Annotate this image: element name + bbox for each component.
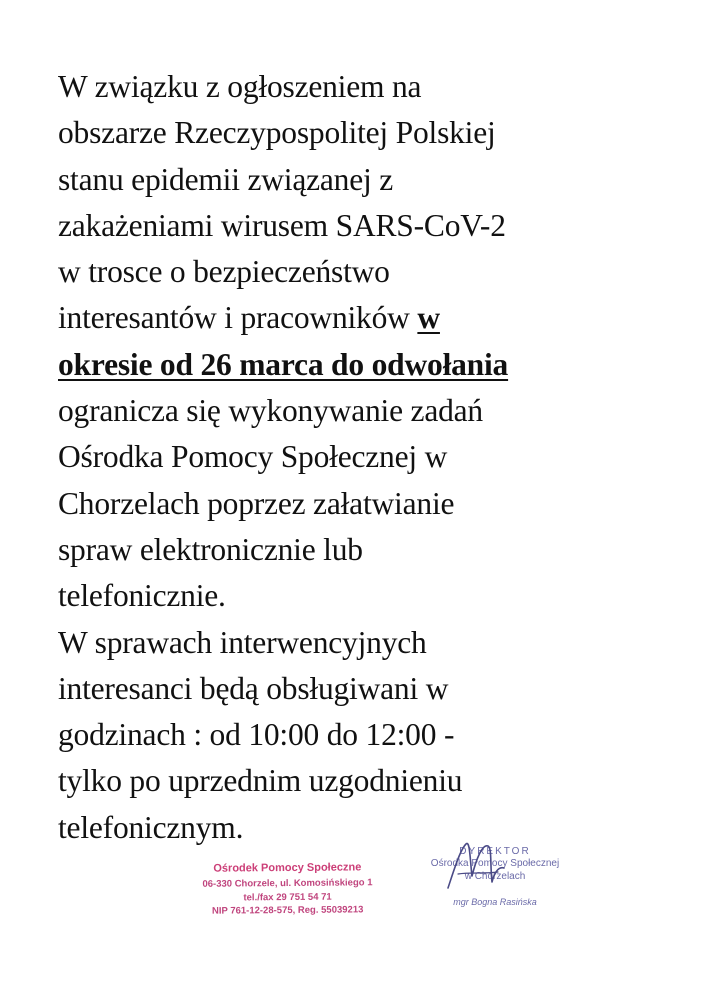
notice-line: Ośrodka Pomocy Społecznej w <box>58 439 448 475</box>
notice-text <box>58 64 678 851</box>
notice-line <box>58 295 678 341</box>
notice-line: zakażeniami wirusem SARS-CoV-2 <box>58 207 506 243</box>
director-stamp-line: w Chorzelach <box>464 870 526 882</box>
notice-line: W sprawach interwencyjnych <box>58 624 427 660</box>
office-stamp <box>200 859 375 918</box>
notice-line-plain: interesantów i pracowników <box>58 300 418 336</box>
notice-period-emphasis: okresie od 26 marca do odwołania <box>58 346 509 382</box>
director-stamp-title: DYREKTOR <box>459 846 531 857</box>
notice-line: tylko po uprzednim uzgodnieniu <box>58 763 463 799</box>
notice-line: interesanci będą obsługiwani w <box>58 670 449 706</box>
notice-line: Chorzelach poprzez załatwianie <box>58 485 455 521</box>
director-stamp-line: Ośrodka Pomocy Społecznej <box>430 858 560 869</box>
director-stamp-name: mgr Bogna Rasińska <box>453 897 537 907</box>
notice-line <box>58 342 678 388</box>
office-stamp-phone: tel./fax 29 751 54 71 <box>243 891 332 903</box>
signature-icon <box>440 830 520 910</box>
notice-line: telefonicznie. <box>58 578 226 614</box>
notice-period-emphasis-start: w <box>417 300 440 336</box>
notice-line: telefonicznym. <box>58 809 244 845</box>
notice-line: godzinach : od 10:00 do 12:00 - <box>58 717 455 753</box>
office-stamp-ids: NIP 761-12-28-575, Reg. 55039213 <box>211 904 364 917</box>
notice-line: stanu epidemii związanej z <box>58 161 394 197</box>
notice-line: obszarze Rzeczypospolitej Polskiej <box>58 115 496 151</box>
notice-line: W związku z ogłoszeniem na <box>58 69 422 104</box>
office-stamp-title: Ośrodek Pomocy Społeczne <box>213 861 362 875</box>
notice-line: spraw elektronicznie lub <box>58 531 363 567</box>
notice-line: ogranicza się wykonywanie zadań <box>58 393 483 429</box>
office-stamp-address: 06-330 Chorzele, ul. Komosińskiego 1 <box>202 877 373 890</box>
notice-line: w trosce o bezpieczeństwo <box>58 254 390 290</box>
